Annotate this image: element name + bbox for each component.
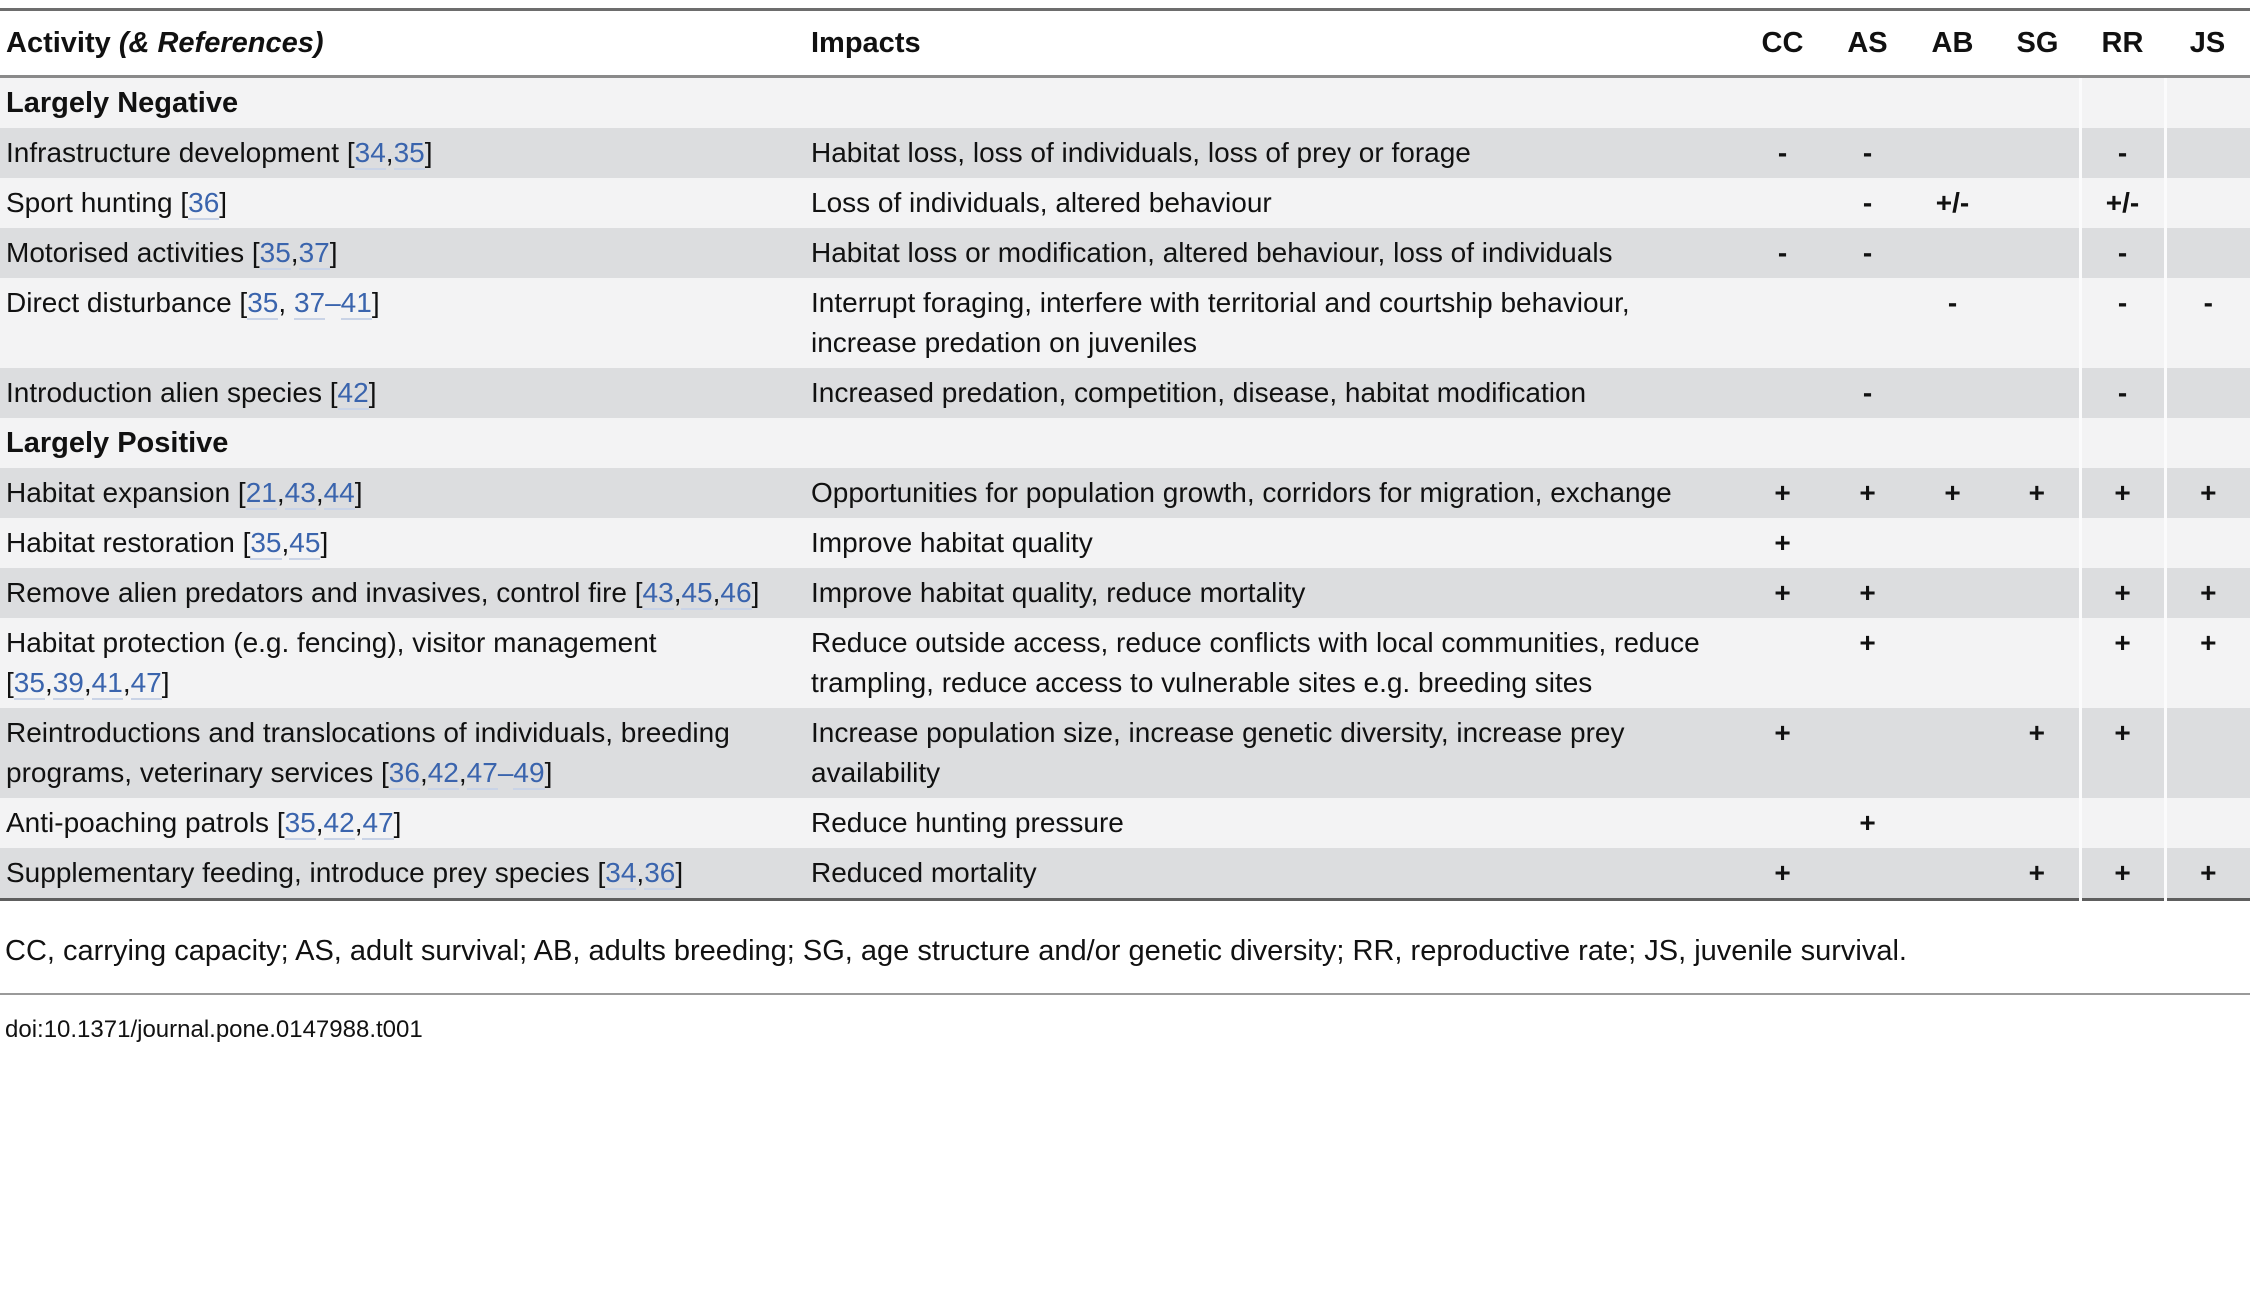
reference-link[interactable]: 34 bbox=[605, 857, 637, 888]
reference-link[interactable]: 21 bbox=[245, 477, 277, 508]
metric-cell-rr: - bbox=[2080, 228, 2165, 278]
metric-cell-ab bbox=[1910, 798, 1995, 848]
metric-cell-cc bbox=[1740, 368, 1825, 418]
metric-cell-ab bbox=[1910, 228, 1995, 278]
metric-cell-rr: + bbox=[2080, 568, 2165, 618]
reference-link[interactable]: 35 bbox=[250, 527, 282, 558]
reference-link[interactable]: 47 bbox=[130, 667, 162, 698]
metric-cell-cc: - bbox=[1740, 128, 1825, 178]
section-spacer-cell bbox=[2080, 418, 2165, 468]
reference-link[interactable]: 35 bbox=[259, 237, 291, 268]
metric-cell-as bbox=[1825, 518, 1910, 568]
activity-cell: Introduction alien species [42] bbox=[0, 368, 805, 418]
metric-cell-as bbox=[1825, 848, 1910, 900]
table-row bbox=[0, 618, 2250, 708]
impacts-cell: Reduce hunting pressure bbox=[805, 798, 1740, 848]
metric-cell-js bbox=[2165, 518, 2250, 568]
column-header-rr: RR bbox=[2080, 10, 2165, 77]
reference-link[interactable]: 46 bbox=[720, 577, 752, 608]
metric-cell-as: - bbox=[1825, 228, 1910, 278]
reference-link[interactable]: 43 bbox=[642, 577, 674, 608]
metric-cell-js: + bbox=[2165, 618, 2250, 708]
column-header-sg: SG bbox=[1995, 10, 2080, 77]
reference-link[interactable]: 42 bbox=[323, 807, 355, 838]
column-header-ab: AB bbox=[1910, 10, 1995, 77]
section-title: Largely Positive bbox=[0, 418, 805, 468]
activity-cell: Sport hunting [36] bbox=[0, 178, 805, 228]
metric-cell-rr: + bbox=[2080, 848, 2165, 900]
metric-cell-rr bbox=[2080, 518, 2165, 568]
metric-cell-sg bbox=[1995, 568, 2080, 618]
table-row bbox=[0, 278, 2250, 368]
metric-cell-sg bbox=[1995, 368, 2080, 418]
section-title: Largely Negative bbox=[0, 77, 805, 129]
section-spacer-cell bbox=[1910, 418, 1995, 468]
references-label: (& References) bbox=[118, 27, 324, 59]
metric-cell-js bbox=[2165, 128, 2250, 178]
column-header-impacts: Impacts bbox=[805, 10, 1740, 77]
reference-link[interactable]: 36 bbox=[188, 187, 220, 218]
metric-cell-as: + bbox=[1825, 798, 1910, 848]
reference-link[interactable]: 35 bbox=[393, 137, 425, 168]
table-row bbox=[0, 798, 2250, 848]
metric-cell-ab: + bbox=[1910, 468, 1995, 518]
section-spacer-cell bbox=[1825, 418, 1910, 468]
reference-link[interactable]: 45 bbox=[681, 577, 713, 608]
impacts-cell: Increased predation, competition, disease, habitat modification bbox=[805, 368, 1740, 418]
reference-link[interactable]: 42 bbox=[427, 757, 459, 788]
divider bbox=[0, 993, 2250, 995]
reference-link[interactable]: 41 bbox=[340, 287, 372, 318]
activity-cell: Direct disturbance [35, 37–41] bbox=[0, 278, 805, 368]
metric-cell-ab bbox=[1910, 848, 1995, 900]
metric-cell-ab bbox=[1910, 568, 1995, 618]
impacts-cell: Habitat loss, loss of individuals, loss of prey or forage bbox=[805, 128, 1740, 178]
doi-line: doi:10.1371/journal.pone.0147988.t001 bbox=[5, 1016, 423, 1043]
reference-link[interactable]: 39 bbox=[52, 667, 84, 698]
column-header-as: AS bbox=[1825, 10, 1910, 77]
activity-cell: Habitat protection (e.g. fencing), visitor management [35,39,41,47] bbox=[0, 618, 805, 708]
table-row bbox=[0, 128, 2250, 178]
metric-cell-js: + bbox=[2165, 848, 2250, 900]
table-row bbox=[0, 178, 2250, 228]
metric-cell-sg bbox=[1995, 128, 2080, 178]
metric-cell-ab bbox=[1910, 128, 1995, 178]
section-spacer-cell bbox=[1740, 77, 1825, 129]
metric-cell-as: - bbox=[1825, 368, 1910, 418]
metric-cell-ab: - bbox=[1910, 278, 1995, 368]
metric-cell-sg: + bbox=[1995, 468, 2080, 518]
table-row bbox=[0, 518, 2250, 568]
metric-cell-ab bbox=[1910, 708, 1995, 798]
table-row bbox=[0, 468, 2250, 518]
metric-cell-as: + bbox=[1825, 618, 1910, 708]
metric-cell-ab bbox=[1910, 518, 1995, 568]
metric-cell-js: + bbox=[2165, 468, 2250, 518]
reference-link[interactable]: 35 bbox=[247, 287, 279, 318]
impacts-cell: Interrupt foraging, interfere with territorial and courtship behaviour, increase predation on juveniles bbox=[805, 278, 1740, 368]
section-spacer-cell bbox=[2165, 77, 2250, 129]
metric-cell-rr: - bbox=[2080, 278, 2165, 368]
column-header-activity bbox=[0, 10, 805, 77]
table-row bbox=[0, 228, 2250, 278]
activity-cell: Habitat restoration [35,45] bbox=[0, 518, 805, 568]
activity-cell: Motorised activities [35,37] bbox=[0, 228, 805, 278]
metric-cell-as: + bbox=[1825, 568, 1910, 618]
activity-cell: Remove alien predators and invasives, control fire [43,45,46] bbox=[0, 568, 805, 618]
table-header bbox=[0, 10, 2250, 77]
activity-cell: Anti-poaching patrols [35,42,47] bbox=[0, 798, 805, 848]
metric-cell-cc bbox=[1740, 618, 1825, 708]
section-spacer-cell bbox=[1995, 77, 2080, 129]
section-spacer-cell bbox=[1740, 418, 1825, 468]
metric-cell-rr: + bbox=[2080, 468, 2165, 518]
metric-cell-js bbox=[2165, 228, 2250, 278]
metric-cell-cc: + bbox=[1740, 568, 1825, 618]
section-spacer bbox=[805, 418, 1740, 468]
reference-link[interactable]: 47 bbox=[362, 807, 394, 838]
activity-cell: Infrastructure development [34,35] bbox=[0, 128, 805, 178]
activity-cell: Reintroductions and translocations of individuals, breeding programs, veterinary services [36,42,47–49] bbox=[0, 708, 805, 798]
impacts-cell: Habitat loss or modification, altered behaviour, loss of individuals bbox=[805, 228, 1740, 278]
reference-link[interactable]: 35 bbox=[13, 667, 45, 698]
metric-cell-sg bbox=[1995, 518, 2080, 568]
impacts-cell: Opportunities for population growth, corridors for migration, exchange bbox=[805, 468, 1740, 518]
activity-cell: Habitat expansion [21,43,44] bbox=[0, 468, 805, 518]
metric-cell-sg: + bbox=[1995, 708, 2080, 798]
reference-link[interactable]: 34 bbox=[354, 137, 386, 168]
reference-link[interactable]: 43 bbox=[284, 477, 316, 508]
abbreviations-note: CC, carrying capacity; AS, adult survival; AB, adults breeding; SG, age structure and/or genetic diversity; RR, reproductive rate; JS, juvenile survival. bbox=[5, 935, 1907, 967]
metric-cell-as bbox=[1825, 708, 1910, 798]
table-row bbox=[0, 568, 2250, 618]
metric-cell-as: - bbox=[1825, 178, 1910, 228]
table-row bbox=[0, 368, 2250, 418]
impacts-cell: Improve habitat quality bbox=[805, 518, 1740, 568]
metric-cell-rr: + bbox=[2080, 618, 2165, 708]
reference-range-dash: – bbox=[497, 757, 514, 788]
metric-cell-rr: + bbox=[2080, 708, 2165, 798]
metric-cell-js bbox=[2165, 798, 2250, 848]
header-row bbox=[0, 10, 2250, 77]
reference-link[interactable]: 36 bbox=[644, 857, 676, 888]
activity-cell: Supplementary feeding, introduce prey species [34,36] bbox=[0, 848, 805, 900]
reference-link[interactable]: 36 bbox=[388, 757, 420, 788]
metric-cell-cc: + bbox=[1740, 708, 1825, 798]
reference-link[interactable]: 47 bbox=[466, 757, 498, 788]
metric-cell-js bbox=[2165, 368, 2250, 418]
metric-cell-cc: + bbox=[1740, 518, 1825, 568]
impacts-cell: Reduce outside access, reduce conflicts with local communities, reduce trampling, reduce access to vulnerable sites e.g. breeding sites bbox=[805, 618, 1740, 708]
metric-cell-js bbox=[2165, 178, 2250, 228]
metric-cell-cc: + bbox=[1740, 468, 1825, 518]
section-header-row bbox=[0, 418, 2250, 468]
metric-cell-sg bbox=[1995, 618, 2080, 708]
table-row bbox=[0, 848, 2250, 900]
metric-cell-rr: - bbox=[2080, 368, 2165, 418]
impacts-cell: Loss of individuals, altered behaviour bbox=[805, 178, 1740, 228]
metric-cell-sg bbox=[1995, 178, 2080, 228]
metric-cell-cc bbox=[1740, 798, 1825, 848]
metric-cell-cc bbox=[1740, 278, 1825, 368]
impacts-table bbox=[0, 8, 2250, 901]
reference-link[interactable]: 49 bbox=[513, 757, 545, 788]
metric-cell-rr bbox=[2080, 798, 2165, 848]
metric-cell-cc: + bbox=[1740, 848, 1825, 900]
metric-cell-ab bbox=[1910, 618, 1995, 708]
metric-cell-ab: +/- bbox=[1910, 178, 1995, 228]
metric-cell-as: + bbox=[1825, 468, 1910, 518]
impacts-cell: Improve habitat quality, reduce mortality bbox=[805, 568, 1740, 618]
impacts-cell: Reduced mortality bbox=[805, 848, 1740, 900]
metric-cell-cc bbox=[1740, 178, 1825, 228]
section-spacer-cell bbox=[2080, 77, 2165, 129]
metric-cell-js: + bbox=[2165, 568, 2250, 618]
table-body bbox=[0, 77, 2250, 900]
section-header-row bbox=[0, 77, 2250, 129]
reference-link[interactable]: 35 bbox=[284, 807, 316, 838]
metric-cell-sg: + bbox=[1995, 848, 2080, 900]
section-spacer-cell bbox=[1995, 418, 2080, 468]
column-header-js: JS bbox=[2165, 10, 2250, 77]
metric-cell-rr: +/- bbox=[2080, 178, 2165, 228]
metric-cell-ab bbox=[1910, 368, 1995, 418]
metric-cell-rr: - bbox=[2080, 128, 2165, 178]
reference-link[interactable]: 37 bbox=[293, 287, 326, 318]
section-spacer-cell bbox=[2165, 418, 2250, 468]
reference-link[interactable]: 44 bbox=[323, 477, 355, 508]
reference-range-dash: – bbox=[325, 287, 341, 318]
section-spacer-cell bbox=[1910, 77, 1995, 129]
metric-cell-as: - bbox=[1825, 128, 1910, 178]
reference-link[interactable]: 37 bbox=[298, 237, 330, 268]
section-spacer bbox=[805, 77, 1740, 129]
metric-cell-cc: - bbox=[1740, 228, 1825, 278]
reference-link[interactable]: 41 bbox=[91, 667, 123, 698]
metric-cell-js bbox=[2165, 708, 2250, 798]
metric-cell-js: - bbox=[2165, 278, 2250, 368]
section-spacer-cell bbox=[1825, 77, 1910, 129]
metric-cell-as bbox=[1825, 278, 1910, 368]
reference-link[interactable]: 45 bbox=[289, 527, 321, 558]
column-header-cc: CC bbox=[1740, 10, 1825, 77]
metric-cell-sg bbox=[1995, 278, 2080, 368]
metric-cell-sg bbox=[1995, 798, 2080, 848]
activity-label: Activity bbox=[6, 27, 119, 59]
reference-link[interactable]: 42 bbox=[337, 377, 369, 408]
impacts-cell: Increase population size, increase genetic diversity, increase prey availability bbox=[805, 708, 1740, 798]
metric-cell-sg bbox=[1995, 228, 2080, 278]
table-row bbox=[0, 708, 2250, 798]
